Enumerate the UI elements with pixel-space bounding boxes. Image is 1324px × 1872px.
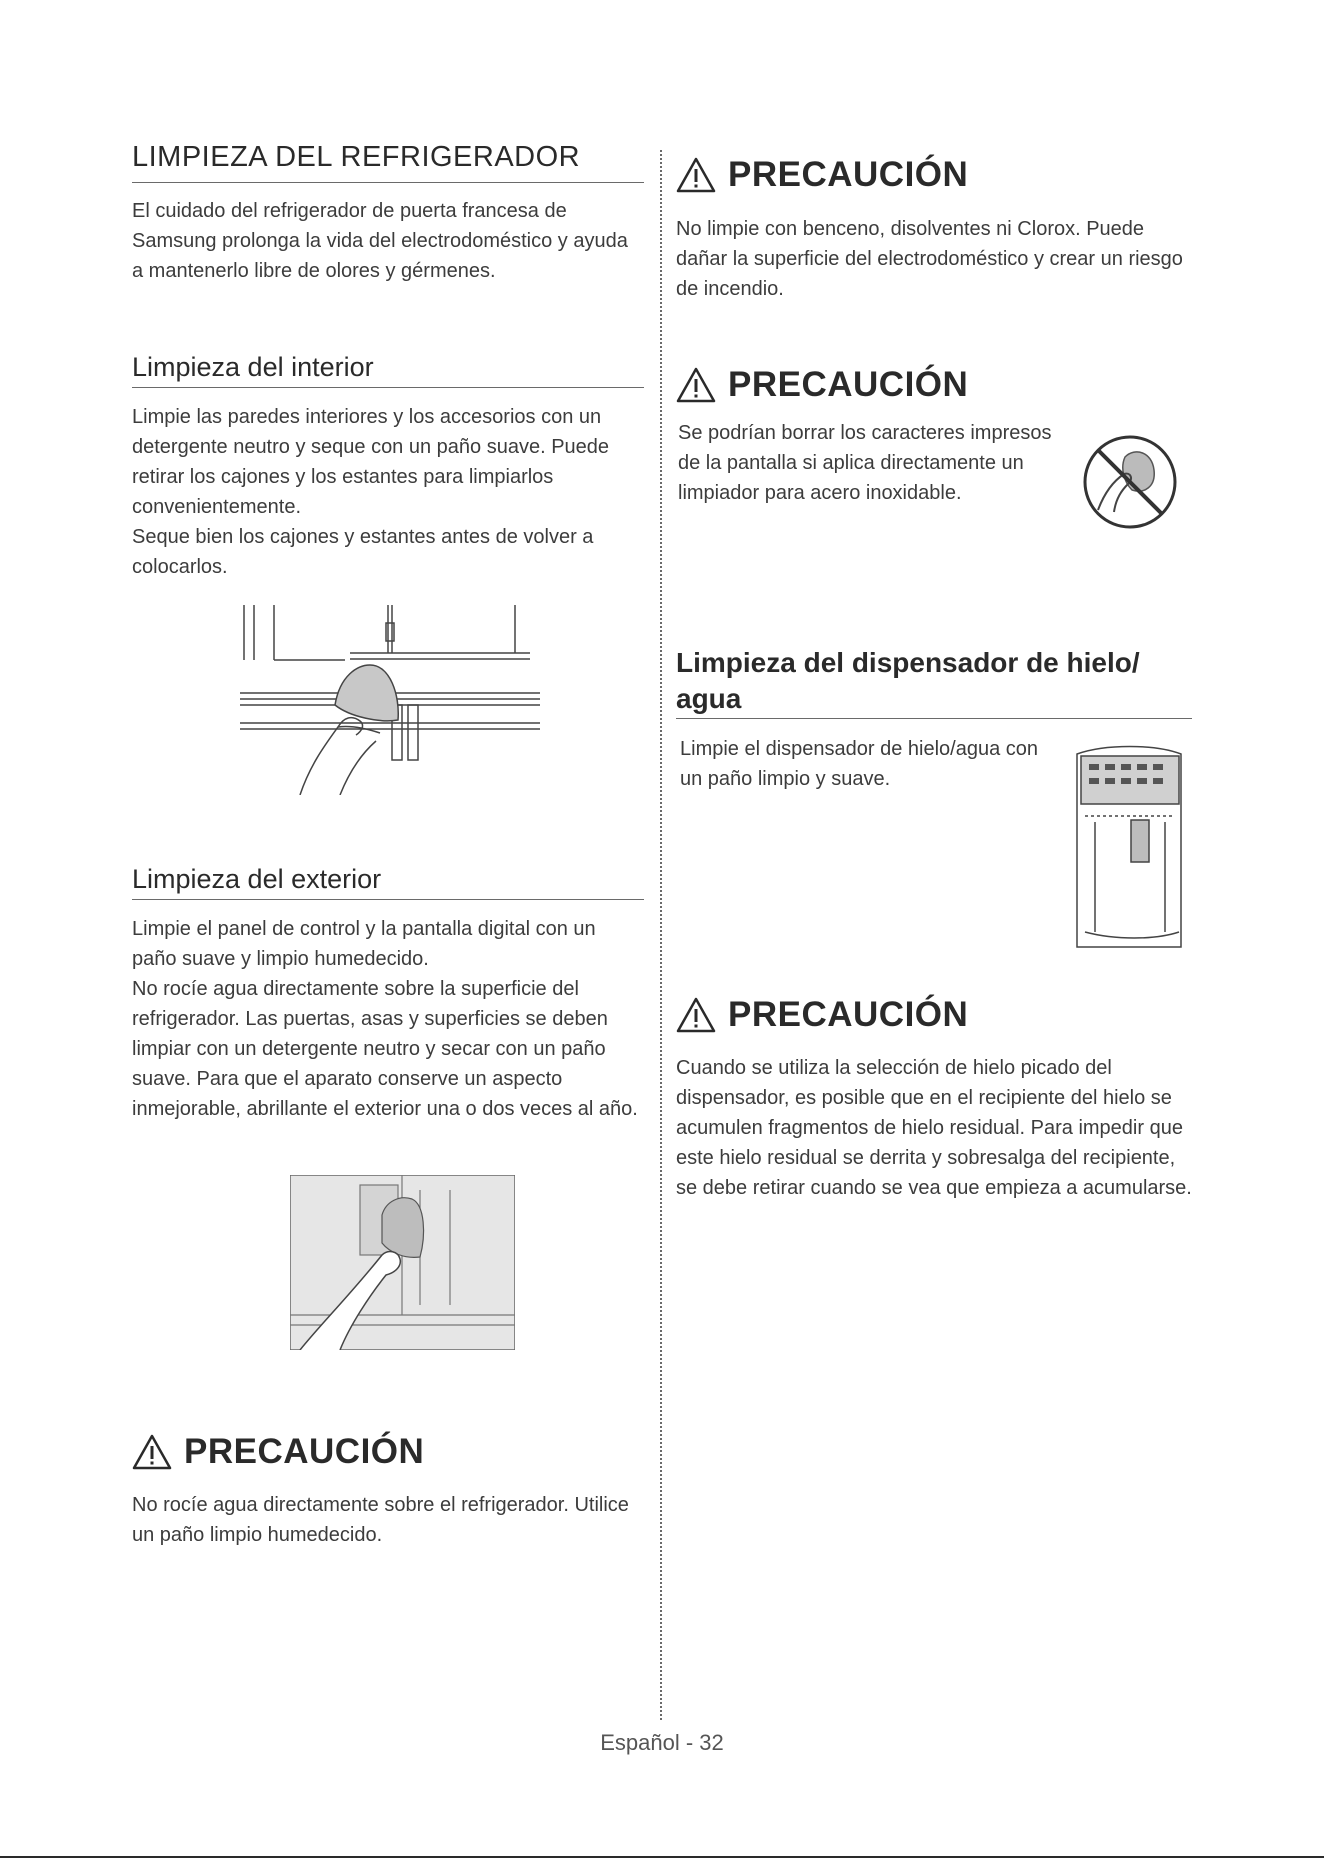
caution-text-right-3: Cuando se utiliza la selección de hielo picado del dispensador, es posible que en el recipiente del hielo se acumulen fragmentos de hielo residual. Para impedir que este hielo residual se derrita y sobresalga del recipiente, se debe retirar cuando se vea que empieza a acumularse.: [676, 1057, 1192, 1199]
warning-triangle-icon: [676, 157, 716, 193]
caution-label: PRECAUCIÓN: [728, 365, 969, 404]
interior-text: [132, 402, 644, 582]
interior-paragraph-1: Limpie las paredes interiores y los accesorios con un detergente neutro y seque con un paño suave. Puede retirar los cajones y los estantes para limpiarlos convenientemente.: [132, 406, 610, 518]
intro-text: El cuidado del refrigerador de puerta francesa de Samsung prolonga la vida del electrodoméstico y ayuda a mantenerlo libre de olores y gérmenes.: [132, 200, 628, 282]
no-spray-icon: [1080, 432, 1180, 532]
caution-label: PRECAUCIÓN: [728, 995, 969, 1034]
caution-label: PRECAUCIÓN: [184, 1432, 425, 1471]
warning-triangle-icon: [676, 367, 716, 403]
title-rule: [132, 182, 644, 183]
exterior-rule: [132, 899, 644, 900]
interior-paragraph-2: Seque bien los cajones y estantes antes de volver a colocarlos.: [132, 526, 594, 578]
column-divider: [660, 150, 662, 1720]
page-number: Español - 32: [600, 1730, 724, 1755]
caution-heading-right-3: [676, 995, 1192, 1035]
caution-label: PRECAUCIÓN: [728, 155, 969, 194]
dispenser-illustration: [1075, 742, 1185, 952]
page-title: LIMPIEZA DEL REFRIGERADOR: [132, 141, 581, 173]
caution-text-left: No rocíe agua directamente sobre el refrigerador. Utilice un paño limpio humedecido.: [132, 1494, 629, 1546]
exterior-paragraph-2: No rocíe agua directamente sobre la superficie del refrigerador. Las puertas, asas y superficies se deben limpiar con un detergente neutro y secar con un paño suave. Para que el aparato conserve un aspecto inmejorable, abrillante el exterior una o dos veces al año.: [132, 978, 638, 1120]
caution-heading-right-1: [676, 155, 1192, 195]
exterior-paragraph-1: Limpie el panel de control y la pantalla digital con un paño suave y limpio humedecido.: [132, 918, 596, 970]
dispenser-rule: [676, 718, 1192, 719]
caution-text-right-1: No limpie con benceno, disolventes ni Clorox. Puede dañar la superficie del electrodoméstico y crear un riesgo de incendio.: [676, 218, 1183, 300]
warning-triangle-icon: [132, 1434, 172, 1470]
bottom-rule: [0, 1856, 1324, 1858]
warning-triangle-icon: [676, 997, 716, 1033]
exterior-cleaning-illustration: [290, 1175, 515, 1350]
exterior-heading: Limpieza del exterior: [132, 864, 382, 894]
exterior-text: [132, 914, 644, 1124]
interior-heading: Limpieza del interior: [132, 352, 374, 382]
dispenser-text: Limpie el dispensador de hielo/agua con un paño limpio y suave.: [680, 738, 1039, 790]
dispenser-heading: Limpieza del dispensador de hielo/ agua: [676, 647, 1140, 715]
caution-text-right-2: Se podrían borrar los caracteres impresos de la pantalla si aplica directamente un limpiador para acero inoxidable.: [678, 422, 1052, 504]
interior-rule: [132, 387, 644, 388]
caution-heading-right-2: [676, 365, 1192, 405]
interior-cleaning-illustration: [240, 605, 540, 795]
caution-heading-left: [132, 1432, 644, 1472]
